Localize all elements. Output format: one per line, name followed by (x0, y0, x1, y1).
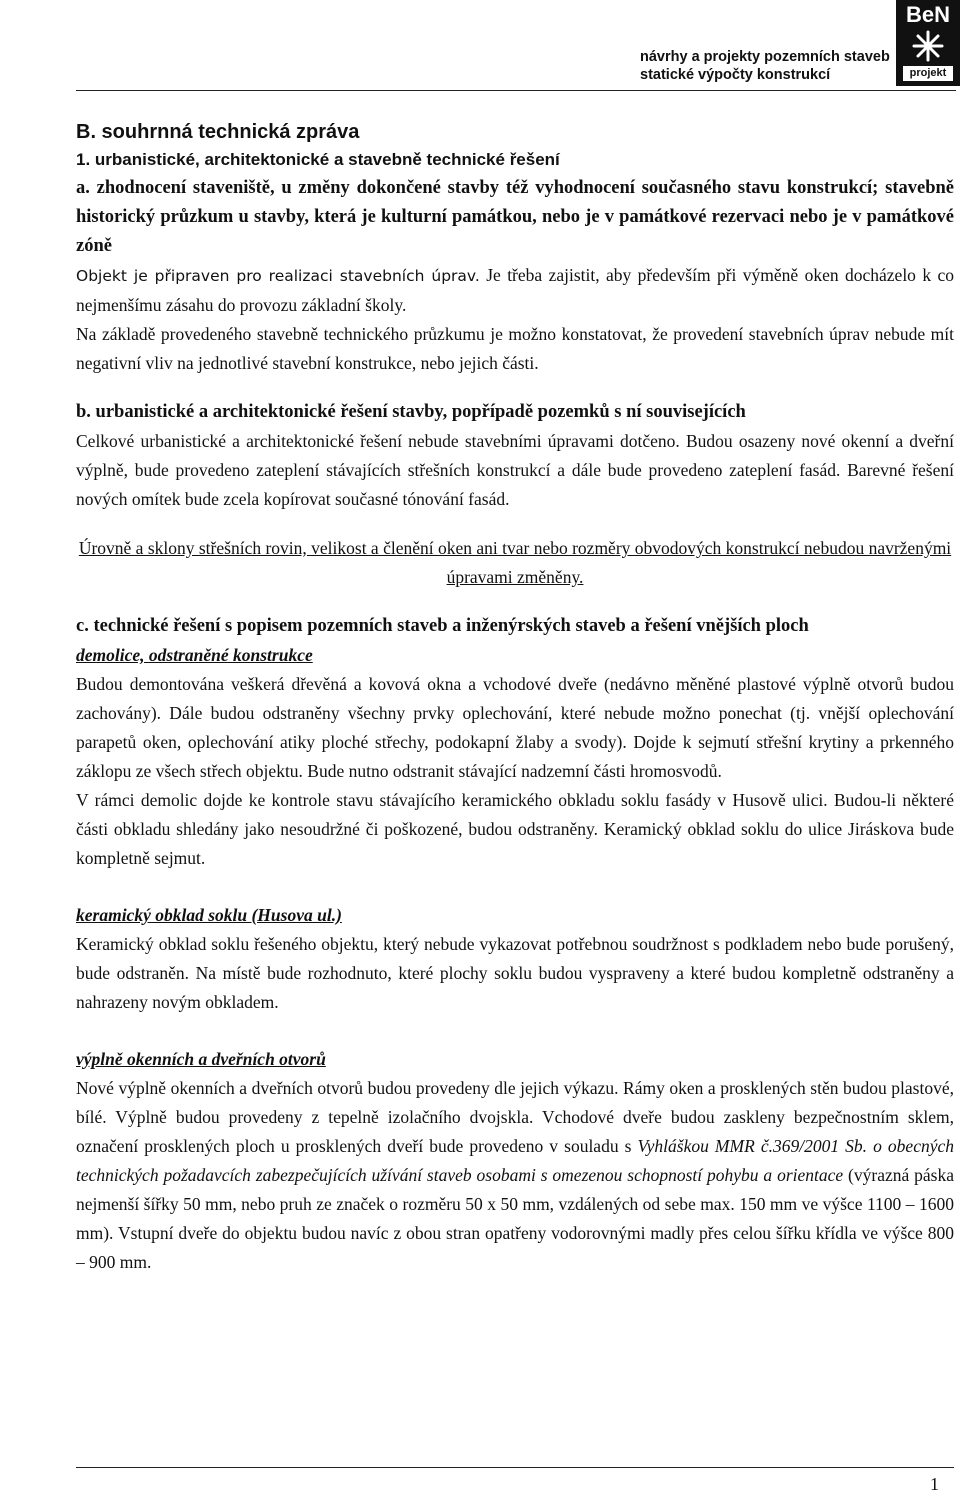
part-a-paragraph-2: Na základě provedeného stavebně technického průzkumu je možno konstatovat, že provedení stavebních úprav nebude mít negativní vliv na jednotlivé stavební konstrukce, nebo jejich části. (76, 324, 954, 373)
footer-divider (76, 1467, 954, 1468)
demolice-paragraph-1: Budou demontována veškerá dřevěná a kovová okna a vchodové dveře (nedávno měněné plastové výplně otvorů budou zachovány). Dále budou odstraněny všechny prvky oplechování, které nebude možno ponechat (tj. vnější oplechování parapetů oken, oplechování atiky ploché střechy, podokapní žlaby a svody). Dojde k sejmutí střešní krytiny a prkenného záklopu ze všech střech objektu. Bude nutno odstranit stávající nadzemní části hromosvodů. (76, 674, 954, 781)
obklad-title: keramický obklad soklu (Husova ul.) (76, 905, 342, 925)
part-a-paragraph-1 (76, 261, 954, 320)
part-b-heading: b. urbanistické a architektonické řešení stavby, popřípadě pozemků s ní souvisejících (76, 402, 746, 422)
vyplne-paragraph (76, 1074, 954, 1277)
vyplne-regulation: Vyhláškou MMR č.369/2001 Sb. o obecných technických požadavcích zabezpečujících užívání staveb osobami s omezenou schopností pohybu a orientace (76, 1136, 955, 1185)
logo-subtext: projekt (903, 66, 953, 81)
header-divider (76, 90, 956, 91)
vyplne-text-b: (výrazná páska nejmenší šířky 50 mm, nebo pruh ze značek o rozměru 50 x 50 mm, vzdálených od sebe max. 150 mm ve výšce 1100 – 1600 mm). Vstupní dveře do objektu budou navíc z obou stran opatřeny vodorovnými madly přes celou šířku křídla ve výšce 800 – 900 mm. (76, 1165, 954, 1272)
subsection-title: 1. urbanistické, architektonické a stavebně technické řešení (76, 150, 560, 169)
part-c-heading: c. technické řešení s popisem pozemních staveb a inženýrských staveb a řešení vnějších ploch (76, 616, 809, 636)
vyplne-text-a: Nové výplně okenních a dveřních otvorů budou provedeny dle jejich výkazu. Rámy oken a prosklených stěn budou plastové, bílé. Výplně budou provedeny z tepelně izolačního dvojskla. Vchodové dveře budou zaskleny bezpečnostním sklem, označení prosklených ploch u prosklených dveří bude provedeno v souladu s (76, 1078, 954, 1156)
company-line-1: návrhy a projekty pozemních staveb (640, 49, 890, 65)
part-a-lead-text: Objekt je připraven pro realizaci stavebních úprav. (76, 267, 480, 285)
part-a-rest-text: Je třeba zajistit, aby především při výměně oken docházelo k co nejmenšímu zásahu do provozu základní školy. (76, 265, 954, 315)
logo-text: BeN (905, 2, 950, 27)
company-logo (896, 0, 960, 86)
part-a-heading: a. zhodnocení staveniště, u změny dokončené stavby též vyhodnocení současného stavu konstrukcí; stavebně historický průzkum u stavby, která je kulturní památkou, nebo je v památkové rezervaci nebo je v památkové zóně (76, 178, 954, 256)
section-title: B. souhrnná technická zpráva (76, 121, 360, 143)
report-body (76, 118, 954, 1277)
demolice-title: demolice, odstraněné konstrukce (76, 645, 313, 665)
star-burst-icon (912, 30, 944, 62)
company-line-2: statické výpočty konstrukcí (640, 67, 831, 83)
part-b-note: Úrovně a sklony střešních rovin, velikost a členění oken ani tvar nebo rozměry obvodových konstrukcí nebudou navrženými úpravami změněny. (78, 538, 952, 587)
page-number: 1 (930, 1474, 939, 1494)
demolice-paragraph-2: V rámci demolic dojde ke kontrole stavu stávajícího keramického obkladu soklu fasády v Husově ulici. Budou-li některé části obkladu shledány jako nesoudržné či poškozené, budou odstraněny. Keramický obklad soklu do ulice Jiráskova bude kompletně sejmut. (76, 790, 954, 868)
vyplne-title: výplně okenních a dveřních otvorů (76, 1049, 326, 1069)
company-tagline (640, 48, 890, 84)
part-b-paragraph: Celkové urbanistické a architektonické řešení nebude stavebními úpravami dotčeno. Budou osazeny nové okenní a dveřní výplně, bude provedeno zateplení stávajících střešních konstrukcí a dále bude provedeno zateplení fasád. Barevné řešení nových omítek bude zcela kopírovat současné tónování fasád. (76, 431, 954, 509)
obklad-paragraph: Keramický obklad soklu řešeného objektu, který nebude vykazovat potřebnou soudržnost s podkladem nebo bude porušený, bude odstraněn. Na místě bude rozhodnuto, které plochy soklu budou vyspraveny a které budou kompletně odstraněny a nahrazeny novým obkladem. (76, 934, 954, 1012)
